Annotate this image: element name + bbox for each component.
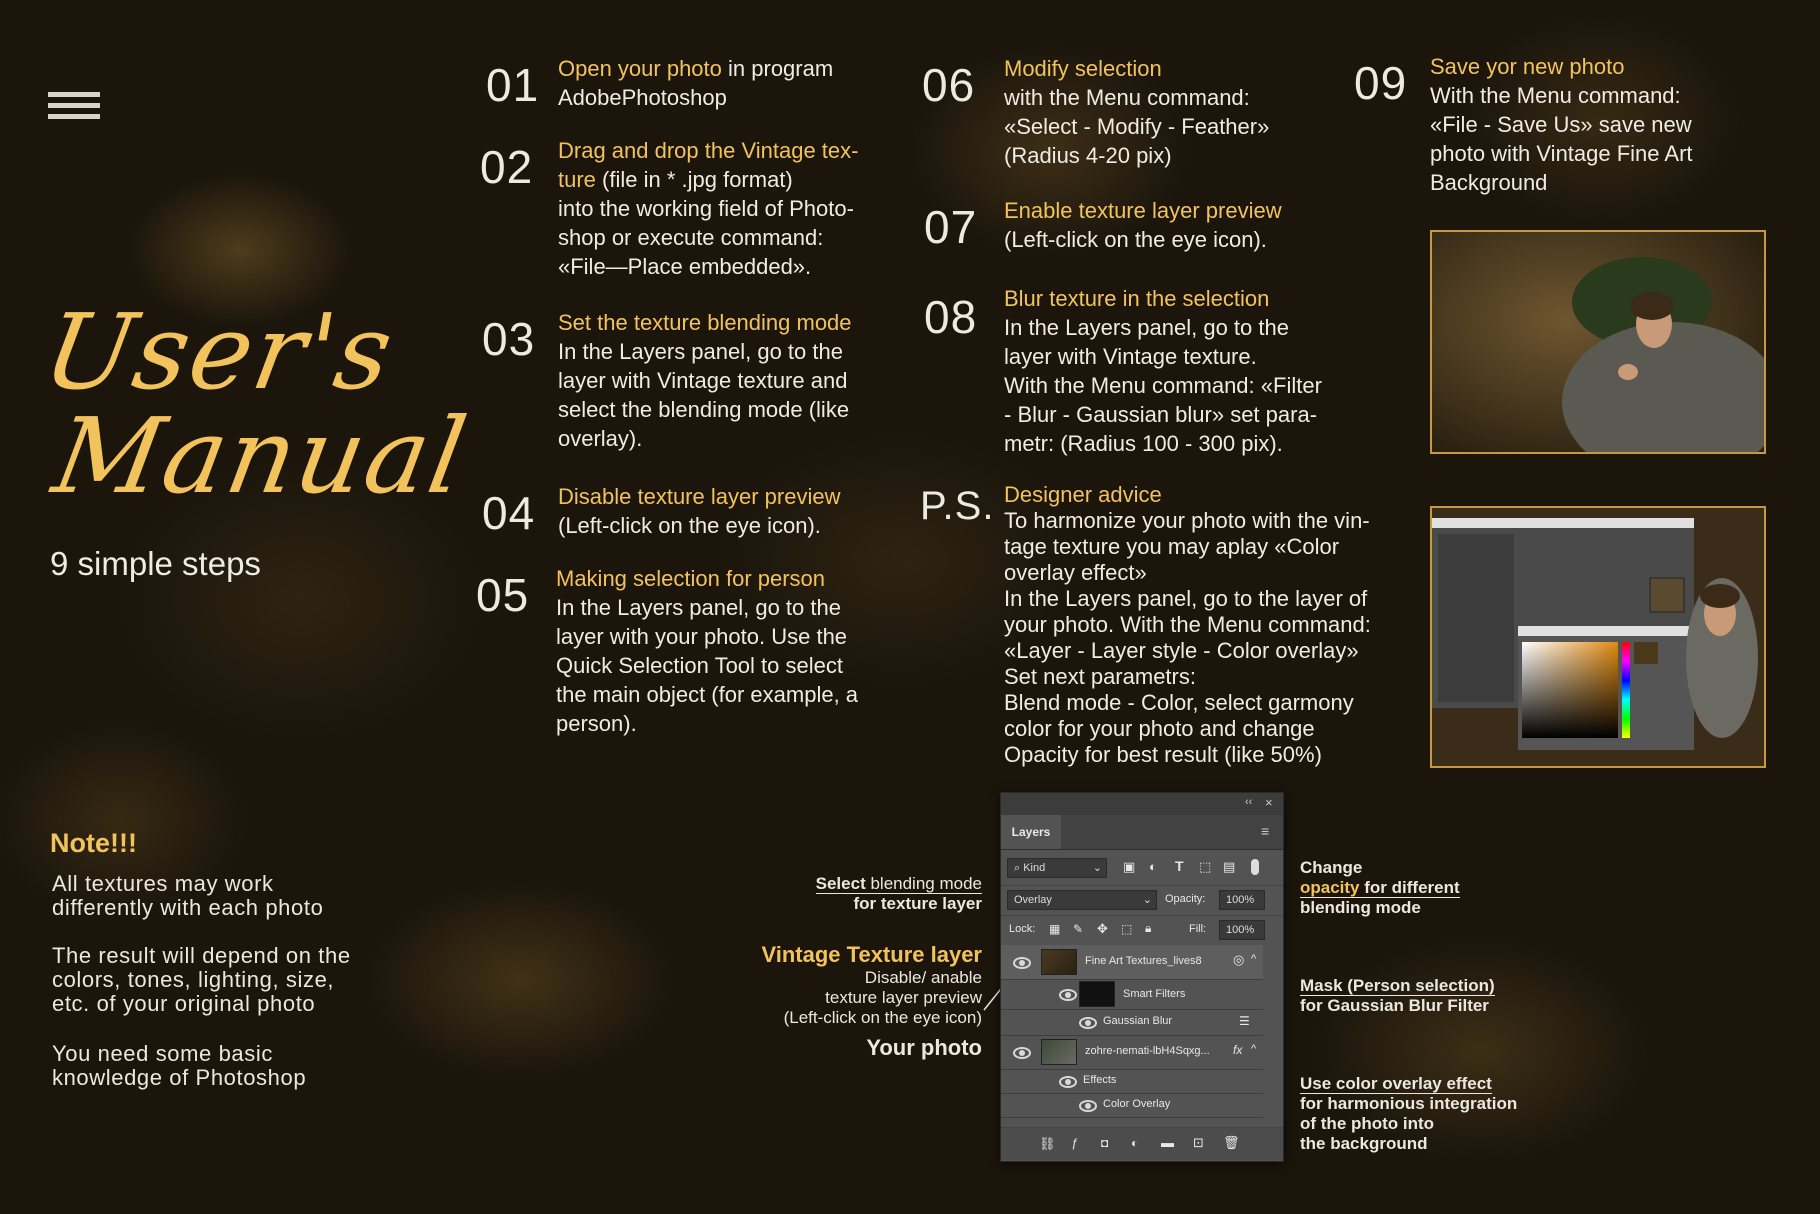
step-01: Open your photo in program AdobePhotoshop (558, 56, 834, 110)
collapse-icon[interactable]: ‹‹ (1245, 796, 1253, 808)
fill-input[interactable]: 100% (1219, 920, 1265, 940)
eye-icon[interactable] (1079, 1017, 1097, 1029)
smart-object-filter-icon[interactable]: ▤ (1223, 859, 1236, 874)
eye-icon[interactable] (1059, 989, 1077, 1001)
step-number: 06 (922, 59, 976, 111)
layer-name: zohre-nemati-lbH4Sqxg... (1085, 1045, 1210, 1057)
annotation-vintage-layer: Vintage Texture layer Disable/ anable texture layer preview (Left-click on the eye icon) (761, 942, 982, 1027)
panel-tabs (1001, 815, 1283, 850)
eye-icon[interactable] (1079, 1100, 1097, 1112)
adjustment-icon[interactable]: ◐ (1131, 1136, 1139, 1150)
layer-row-photo[interactable] (1001, 1035, 1263, 1070)
add-mask-icon[interactable]: ◘ (1101, 1136, 1109, 1150)
layer-style-dialog-image (1432, 508, 1764, 766)
fx-icon: fx (1233, 1043, 1243, 1057)
eye-icon[interactable] (1059, 1076, 1077, 1088)
annotation-your-photo: Your photo (866, 1035, 982, 1060)
annotation-color-overlay: Use color overlay effect for harmonious integration of the photo into the background (1300, 1074, 1518, 1153)
lock-artboard-icon[interactable]: ⬚ (1121, 922, 1133, 936)
blend-mode-select[interactable]: Overlay ⌄ (1007, 890, 1157, 910)
step-number: 02 (480, 141, 534, 193)
smart-object-icon: ◎ (1233, 952, 1245, 967)
lock-move-icon[interactable]: ✥ (1097, 921, 1108, 936)
filter-toggle[interactable] (1251, 859, 1259, 875)
note-paragraph: The result will depend on the colors, tones, lighting, size, etc. of your original photo (52, 943, 351, 1016)
woman-portrait-image (1432, 232, 1764, 452)
annotation-blending-mode: Select blending mode for texture layer (815, 874, 982, 913)
link-icon[interactable]: ⛓︎ (1039, 1136, 1056, 1151)
step-number: 07 (924, 201, 978, 253)
panel-menu-icon[interactable]: ≡ (1261, 823, 1270, 839)
folder-icon[interactable]: ▬ (1161, 1135, 1174, 1150)
eye-icon[interactable] (1013, 1047, 1031, 1059)
add-style-icon[interactable]: ƒ (1071, 1136, 1078, 1150)
layer-name: Gaussian Blur (1103, 1015, 1173, 1027)
step-number: 05 (476, 569, 530, 621)
filter-options-icon[interactable]: ☰ (1239, 1014, 1250, 1028)
lock-row (1001, 915, 1283, 944)
opacity-label: Opacity: (1165, 893, 1206, 905)
new-layer-icon[interactable]: ⊡ (1193, 1135, 1204, 1150)
step-number: 08 (924, 291, 978, 343)
fill-label: Fill: (1189, 923, 1207, 935)
step-04: Disable texture layer preview (Left-click on the eye icon). (558, 484, 841, 538)
note-paragraph: All textures may work differently with each photo (52, 871, 324, 920)
tab-layers[interactable]: Layers (1001, 815, 1061, 849)
step-number: 09 (1354, 57, 1408, 109)
chevron-up-icon[interactable]: ^ (1251, 1043, 1257, 1055)
blend-row (1001, 885, 1283, 914)
chevron-up-icon[interactable]: ^ (1251, 953, 1257, 965)
layer-name: Color Overlay (1103, 1098, 1171, 1110)
annotation-mask: Mask (Person selection) for Gaussian Blur Filter (1300, 976, 1495, 1015)
opacity-input[interactable]: 100% (1219, 890, 1265, 910)
step-02: Drag and drop the Vintage tex- ture (file in * .jpg format) into the working field of Photo- shop or execute command: «File—Place embedded». (558, 138, 859, 279)
panel-footer (1001, 1127, 1283, 1160)
adjustment-filter-icon[interactable]: ◐ (1149, 859, 1157, 874)
layer-thumbnail (1041, 949, 1077, 975)
panel-titlebar (1001, 793, 1283, 815)
trash-icon[interactable]: 🗑︎ (1223, 1135, 1240, 1150)
layer-name: Smart Filters (1123, 988, 1186, 1000)
ps-label: P.S. (920, 484, 995, 528)
layer-row-smart-filters[interactable] (1001, 979, 1263, 1010)
step-number: 04 (482, 487, 536, 539)
step-09: Save yor new photo With the Menu command: «File - Save Us» save new photo with Vintage Fine Art Background (1430, 54, 1693, 195)
layer-row-effects[interactable] (1001, 1069, 1263, 1094)
step-08: Blur texture in the selection In the Layers panel, go to the layer with Vintage texture. With the Menu command: «Filter - Blur - Gaussian blur» set para- metr: (Radius 100 - 300 pix). (1004, 286, 1322, 456)
layer-row-gaussian-blur[interactable] (1001, 1009, 1263, 1036)
designer-advice: Designer advice To harmonize your photo with the vin- tage texture you may aplay «Color overlay effect» In the Layers panel, go to the layer of your photo. With the Menu command: «Layer - Layer style - Color overlay» Set next parametrs: Blend mode - Color, select garmony color for your photo and change Opacity for best result (like 50%) (1004, 482, 1371, 767)
layer-name: Effects (1083, 1074, 1117, 1086)
lock-label: Lock: (1009, 923, 1036, 935)
layers-panel (1000, 792, 1284, 1162)
lock-all-icon[interactable]: 🔒︎ (1145, 921, 1152, 935)
color-overlay-screenshot (1430, 506, 1766, 768)
title-line-1: User's (35, 291, 404, 413)
kind-filter-select[interactable]: ⌕ Kind ⌄ (1007, 858, 1107, 878)
lock-brush-icon[interactable]: ✎ (1073, 922, 1084, 936)
eye-icon[interactable] (1013, 957, 1031, 969)
layer-row-color-overlay[interactable] (1001, 1093, 1263, 1118)
annotation-opacity: Change opacity for different blending mode (1300, 858, 1460, 917)
subtitle: 9 simple steps (50, 545, 261, 582)
title-line-2: Manual (45, 395, 477, 517)
step-number: 03 (482, 313, 536, 365)
type-filter-icon[interactable]: T (1175, 858, 1184, 874)
close-icon[interactable]: × (1265, 795, 1273, 810)
step-06: Modify selection with the Menu command: «Select - Modify - Feather» (Radius 4-20 pix) (1004, 56, 1270, 168)
note-title: Note!!! (50, 828, 137, 858)
image-filter-icon[interactable]: ▣ (1123, 859, 1136, 874)
step-05: Making selection for person In the Layers panel, go to the layer with your photo. Use the Quick Selection Tool to select the main object (for example, a person). (556, 566, 859, 736)
example-photo (1430, 230, 1766, 454)
layer-row-texture[interactable] (1001, 945, 1263, 980)
manual-title (35, 291, 477, 560)
step-07: Enable texture layer preview (Left-click on the eye icon). (1004, 198, 1282, 252)
step-03: Set the texture blending mode In the Layers panel, go to the layer with Vintage texture and select the blending mode (like overlay). (558, 310, 852, 451)
mask-thumbnail (1079, 981, 1115, 1007)
menu-icon[interactable] (48, 92, 100, 128)
step-number: 01 (486, 59, 540, 111)
layer-name: Fine Art Textures_lives8 (1085, 955, 1202, 967)
lock-pixels-icon[interactable]: ▦ (1049, 922, 1061, 936)
shape-filter-icon[interactable]: ⬚ (1199, 859, 1212, 874)
note-paragraph: You need some basic knowledge of Photoshop (52, 1041, 307, 1090)
layer-thumbnail (1041, 1039, 1077, 1065)
filter-row (1001, 853, 1283, 883)
